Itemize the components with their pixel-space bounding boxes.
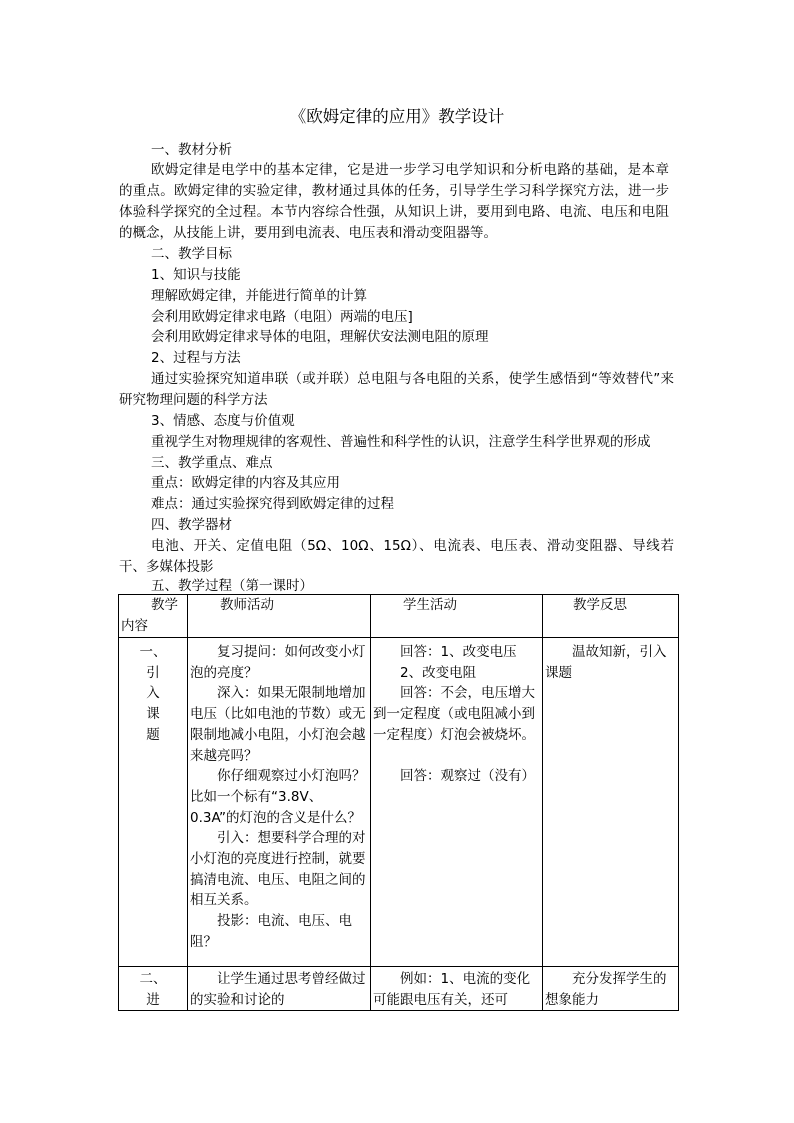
row1-label-char: 题	[146, 726, 160, 743]
row1-student-cell	[371, 638, 543, 967]
lesson-process-table	[118, 594, 679, 1011]
row2-reflection-cell	[543, 967, 679, 1011]
header-reflection-label: 教学反思	[573, 597, 627, 613]
attitude-item: 重视学生对物理规律的客观性、普遍性和科学性的认识，注意学生科学世界观的形成	[151, 434, 651, 450]
header-teacher-label: 教师活动	[220, 597, 274, 613]
student-activity-paragraph: 2、改变电阻	[400, 664, 477, 681]
row2-student-cell	[371, 967, 543, 1011]
materials-paragraph-line: 的重点。欧姆定律的实验定律，教材通过具体的任务，引导学生学习科学探究方法，进一步	[119, 183, 669, 199]
document-title: 《欧姆定律的应用》教学设计	[289, 107, 505, 126]
table-header-row	[119, 595, 679, 638]
subheading-knowledge: 1、知识与技能	[151, 267, 241, 283]
teacher-activity-paragraph: 投影：电流、电压、电阻？	[190, 913, 352, 950]
materials-paragraph-line: 欧姆定律是电学中的基本定律，它是进一步学习电学知识和分析电路的基础，是本章	[151, 162, 669, 178]
row2-teacher-cell	[188, 967, 371, 1011]
section-heading-equipment: 四、教学器材	[151, 517, 232, 533]
subheading-attitude: 3、情感、态度与价值观	[151, 413, 295, 429]
process-paragraph-line: 通过实验探究知道串联（或并联）总电阻与各电阻的关系，使学生感悟到“等效替代”来	[151, 371, 674, 387]
process-paragraph-line: 研究物理问题的科学方法	[119, 392, 268, 408]
materials-paragraph-line: 体验科学探究的全过程。本节内容综合性强，从知识上讲，要用到电路、电流、电压和电阻	[119, 204, 669, 220]
header-cell-student	[371, 595, 543, 638]
section-heading-focus: 三、教学重点、难点	[151, 455, 273, 471]
teacher-activity-paragraph: 复习提问：如何改变小灯泡的亮度？	[190, 644, 366, 681]
equipment-paragraph-line: 电池、开关、定值电阻（5Ω、10Ω、15Ω）、电流表、电压表、滑动变阻器、导线若	[151, 538, 674, 554]
objective-item: 会利用欧姆定律求导体的电阻，理解伏安法测电阻的原理	[151, 329, 489, 345]
subheading-process: 2、过程与方法	[151, 350, 241, 366]
row1-teacher-cell	[188, 638, 371, 967]
reflection-text: 温故知新，引入课题	[545, 644, 667, 681]
row2-label-cell	[119, 967, 188, 1011]
row1-label-cell	[119, 638, 188, 967]
equipment-paragraph-line: 干、多媒体投影	[119, 559, 214, 575]
materials-paragraph-line: 的概念，从技能上讲，要用到电流表、电压表和滑动变阻器等。	[119, 225, 497, 241]
table-row	[119, 967, 679, 1011]
header-cell-reflection	[543, 595, 679, 638]
row1-label-char: 一、	[139, 644, 167, 660]
row1-reflection-cell	[543, 638, 679, 967]
objective-item: 理解欧姆定律，并能进行简单的计算	[151, 288, 367, 304]
teacher-activity-paragraph: 引入：想要科学合理的对小灯泡的亮度进行控制，就要搞清电流、电压、电阻之间的相互关系。	[190, 830, 366, 909]
section-heading-process: 五、教学过程（第一课时）	[151, 578, 313, 594]
reflection-text: 充分发挥学生的想象能力	[545, 971, 667, 1008]
table-row	[119, 638, 679, 967]
student-activity-paragraph: 回答：不会，电压增大到一定程度（或电阻减小到一定程度）灯泡会被烧坏。	[373, 685, 535, 743]
row2-label-char: 二、	[139, 971, 167, 987]
row1-label-char: 入	[146, 685, 160, 702]
section-heading-materials: 一、教材分析	[151, 142, 232, 158]
section-heading-objectives: 二、教学目标	[151, 246, 232, 262]
row1-label-char: 课	[146, 706, 160, 723]
teacher-activity-paragraph: 让学生通过思考曾经做过的实验和讨论的	[190, 971, 366, 1008]
teacher-activity-paragraph: 你仔细观察过小灯泡吗？比如一个标有“3.8V、0.3A”的灯泡的含义是什么？	[190, 768, 366, 826]
difficult-point: 难点：通过实验探究得到欧姆定律的过程	[151, 496, 394, 512]
student-activity-paragraph: 回答：观察过（没有）	[400, 767, 535, 784]
header-cell-teacher	[188, 595, 371, 638]
teacher-activity-paragraph: 深入：如果无限制地增加电压（比如电池的节数）或无限制地减小电阻，小灯泡会越来越亮吗？	[190, 685, 366, 764]
header-content-line2: 内容	[121, 617, 148, 634]
row2-label-char: 进	[146, 991, 160, 1008]
objective-item: 会利用欧姆定律求电路（电阻）两端的电压]	[151, 309, 413, 325]
header-content-line1: 教学	[151, 597, 178, 613]
row1-label-char: 引	[146, 664, 160, 681]
header-cell-content	[119, 595, 188, 638]
key-point: 重点：欧姆定律的内容及其应用	[151, 475, 340, 491]
header-student-label: 学生活动	[403, 597, 457, 613]
student-activity-paragraph: 例如：1、电流的变化可能跟电压有关，还可	[373, 971, 531, 1008]
student-activity-paragraph: 回答：1、改变电压	[400, 644, 517, 660]
